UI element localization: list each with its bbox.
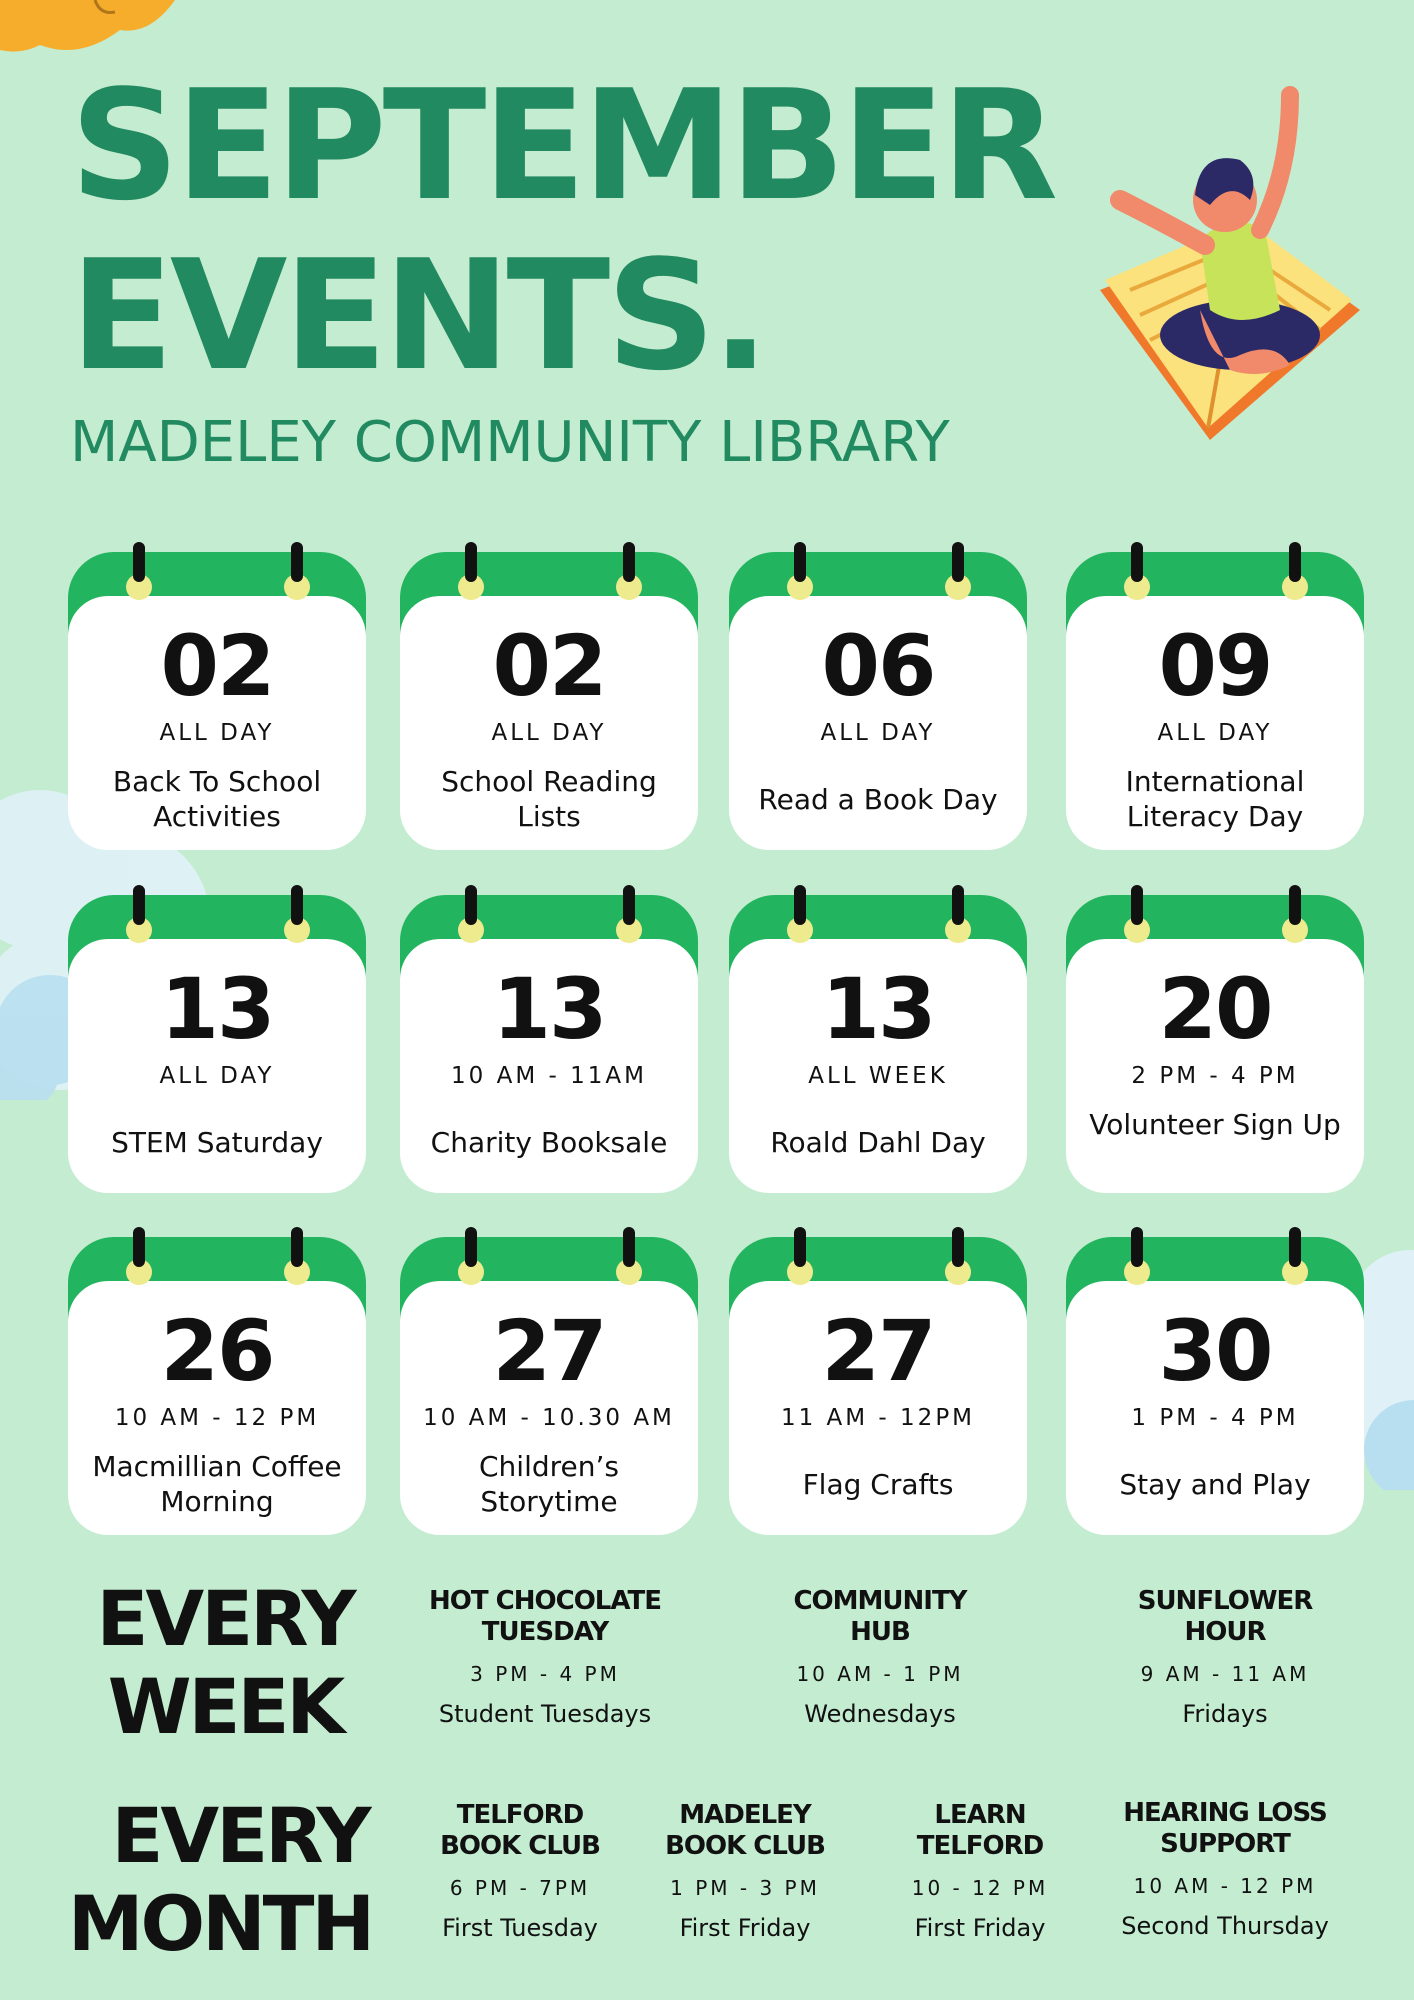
calendar-ring-icon — [789, 1227, 811, 1285]
calendar-ring-icon — [618, 885, 640, 943]
event-day: 02 — [160, 617, 274, 715]
calendar-ring-icon — [128, 1227, 150, 1285]
calendar-ring-icon — [947, 542, 969, 600]
event-time: 2 PM - 4 PM — [1131, 1063, 1299, 1089]
weekly-event-when: Wednesdays — [804, 1700, 956, 1728]
weekly-event-time: 9 AM - 11 AM — [1140, 1662, 1310, 1686]
monthly-event-time: 6 PM - 7PM — [449, 1876, 591, 1900]
event-time: ALL DAY — [491, 720, 607, 746]
calendar-ring-icon — [618, 1227, 640, 1285]
event-day: 26 — [160, 1302, 274, 1400]
event-time: ALL DAY — [1157, 720, 1273, 746]
calendar-ring-icon — [947, 885, 969, 943]
event-time: 10 AM - 10.30 AM — [423, 1405, 675, 1431]
event-card — [729, 895, 1027, 1193]
monthly-event-name: HEARING LOSS SUPPORT — [1123, 1798, 1327, 1859]
monthly-event-when: Second Thursday — [1121, 1912, 1329, 1940]
event-card — [1066, 552, 1364, 850]
event-day: 13 — [821, 960, 935, 1058]
event-name: Stay and Play — [1119, 1468, 1311, 1501]
monthly-event-hearing-loss-support — [1100, 1798, 1350, 1940]
event-card — [68, 1237, 366, 1535]
event-day: 20 — [1158, 960, 1272, 1058]
event-day: 02 — [492, 617, 606, 715]
event-day: 13 — [160, 960, 274, 1058]
event-name: Roald Dahl Day — [770, 1126, 986, 1159]
calendar-ring-icon — [286, 885, 308, 943]
weekly-event-name: SUNFLOWER HOUR — [1137, 1586, 1313, 1647]
weekly-event-time: 3 PM - 4 PM — [470, 1662, 620, 1686]
calendar-ring-icon — [618, 542, 640, 600]
event-name: Read a Book Day — [758, 783, 998, 816]
event-card — [1066, 1237, 1364, 1535]
event-card — [400, 552, 698, 850]
every-week-label-line-1: EVERY — [96, 1574, 354, 1663]
monthly-event-when: First Tuesday — [442, 1914, 598, 1942]
event-name: School Reading Lists — [441, 765, 657, 833]
every-month-label-line-1: EVERY — [111, 1791, 369, 1880]
event-time: ALL DAY — [159, 720, 275, 746]
monthly-event-name: MADELEY BOOK CLUB — [665, 1800, 825, 1861]
every-month-label — [60, 1792, 380, 1968]
event-name: Charity Booksale — [430, 1126, 668, 1159]
event-time: ALL DAY — [159, 1063, 275, 1089]
calendar-ring-icon — [1284, 885, 1306, 943]
weekly-event-time: 10 AM - 1 PM — [796, 1662, 964, 1686]
calendar-ring-icon — [1126, 1227, 1148, 1285]
monthly-event-name: TELFORD BOOK CLUB — [440, 1800, 600, 1861]
weekly-event-name: HOT CHOCOLATE TUESDAY — [429, 1586, 661, 1647]
every-week-label — [95, 1575, 355, 1751]
calendar-ring-icon — [128, 542, 150, 600]
event-card — [729, 1237, 1027, 1535]
calendar-ring-icon — [128, 885, 150, 943]
calendar-ring-icon — [460, 885, 482, 943]
weekly-event-name: COMMUNITY HUB — [793, 1586, 967, 1647]
calendar-ring-icon — [286, 542, 308, 600]
event-card — [729, 552, 1027, 850]
calendar-ring-icon — [1284, 542, 1306, 600]
monthly-event-madeley-book-club — [650, 1800, 840, 1942]
weekly-event-sunflower-hour — [1105, 1586, 1345, 1728]
calendar-ring-icon — [947, 1227, 969, 1285]
event-name: STEM Saturday — [111, 1126, 323, 1159]
event-card — [400, 895, 698, 1193]
event-card — [400, 1237, 698, 1535]
event-card — [1066, 895, 1364, 1193]
monthly-event-when: First Friday — [679, 1914, 811, 1942]
weekly-event-when: Fridays — [1182, 1700, 1268, 1728]
monthly-event-telford-book-club — [420, 1800, 620, 1942]
calendar-ring-icon — [789, 885, 811, 943]
calendar-ring-icon — [460, 542, 482, 600]
calendar-ring-icon — [789, 542, 811, 600]
monthly-event-learn-telford — [885, 1800, 1075, 1942]
corner-book-illustration — [0, 0, 180, 60]
monthly-event-time: 1 PM - 3 PM — [670, 1876, 820, 1900]
calendar-ring-icon — [1284, 1227, 1306, 1285]
calendar-ring-icon — [286, 1227, 308, 1285]
event-time: 10 AM - 11AM — [451, 1063, 647, 1089]
event-day: 13 — [492, 960, 606, 1058]
calendar-ring-icon — [1126, 885, 1148, 943]
event-day: 09 — [1158, 617, 1272, 715]
monthly-event-when: First Friday — [914, 1914, 1046, 1942]
calendar-ring-icon — [460, 1227, 482, 1285]
every-month-label-line-2: MONTH — [67, 1879, 373, 1968]
event-time: ALL DAY — [820, 720, 936, 746]
calendar-ring-icon — [1126, 542, 1148, 600]
monthly-event-time: 10 AM - 12 PM — [1133, 1874, 1317, 1898]
page-subtitle: MADELEY COMMUNITY LIBRARY — [70, 410, 950, 475]
weekly-event-when: Student Tuesdays — [438, 1700, 652, 1728]
event-time: 1 PM - 4 PM — [1131, 1405, 1299, 1431]
weekly-event-community-hub — [760, 1586, 1000, 1728]
event-card — [68, 552, 366, 850]
event-time: ALL WEEK — [808, 1063, 948, 1089]
event-day: 30 — [1158, 1302, 1272, 1400]
event-name: Children’s Storytime — [479, 1450, 619, 1518]
page-title-line-2: EVENTS. — [70, 227, 766, 404]
event-day: 06 — [821, 617, 935, 715]
event-day: 27 — [492, 1302, 606, 1400]
child-on-book-illustration — [1090, 80, 1370, 450]
event-name: Macmillian Coffee Morning — [92, 1450, 342, 1518]
event-time: 11 AM - 12PM — [780, 1405, 976, 1431]
event-card — [68, 895, 366, 1193]
event-time: 10 AM - 12 PM — [114, 1405, 320, 1431]
event-day: 27 — [821, 1302, 935, 1400]
every-week-label-line-2: WEEK — [107, 1662, 343, 1751]
weekly-event-hot-chocolate — [405, 1586, 685, 1728]
monthly-event-time: 10 - 12 PM — [911, 1876, 1049, 1900]
page-title-line-1: SEPTEMBER — [70, 57, 1055, 234]
event-name: Back To School Activities — [112, 765, 322, 833]
event-name: International Literacy Day — [1125, 765, 1305, 833]
monthly-event-name: LEARN TELFORD — [916, 1800, 1044, 1861]
event-name: Flag Crafts — [802, 1468, 954, 1501]
event-name: Volunteer Sign Up — [1089, 1108, 1341, 1141]
